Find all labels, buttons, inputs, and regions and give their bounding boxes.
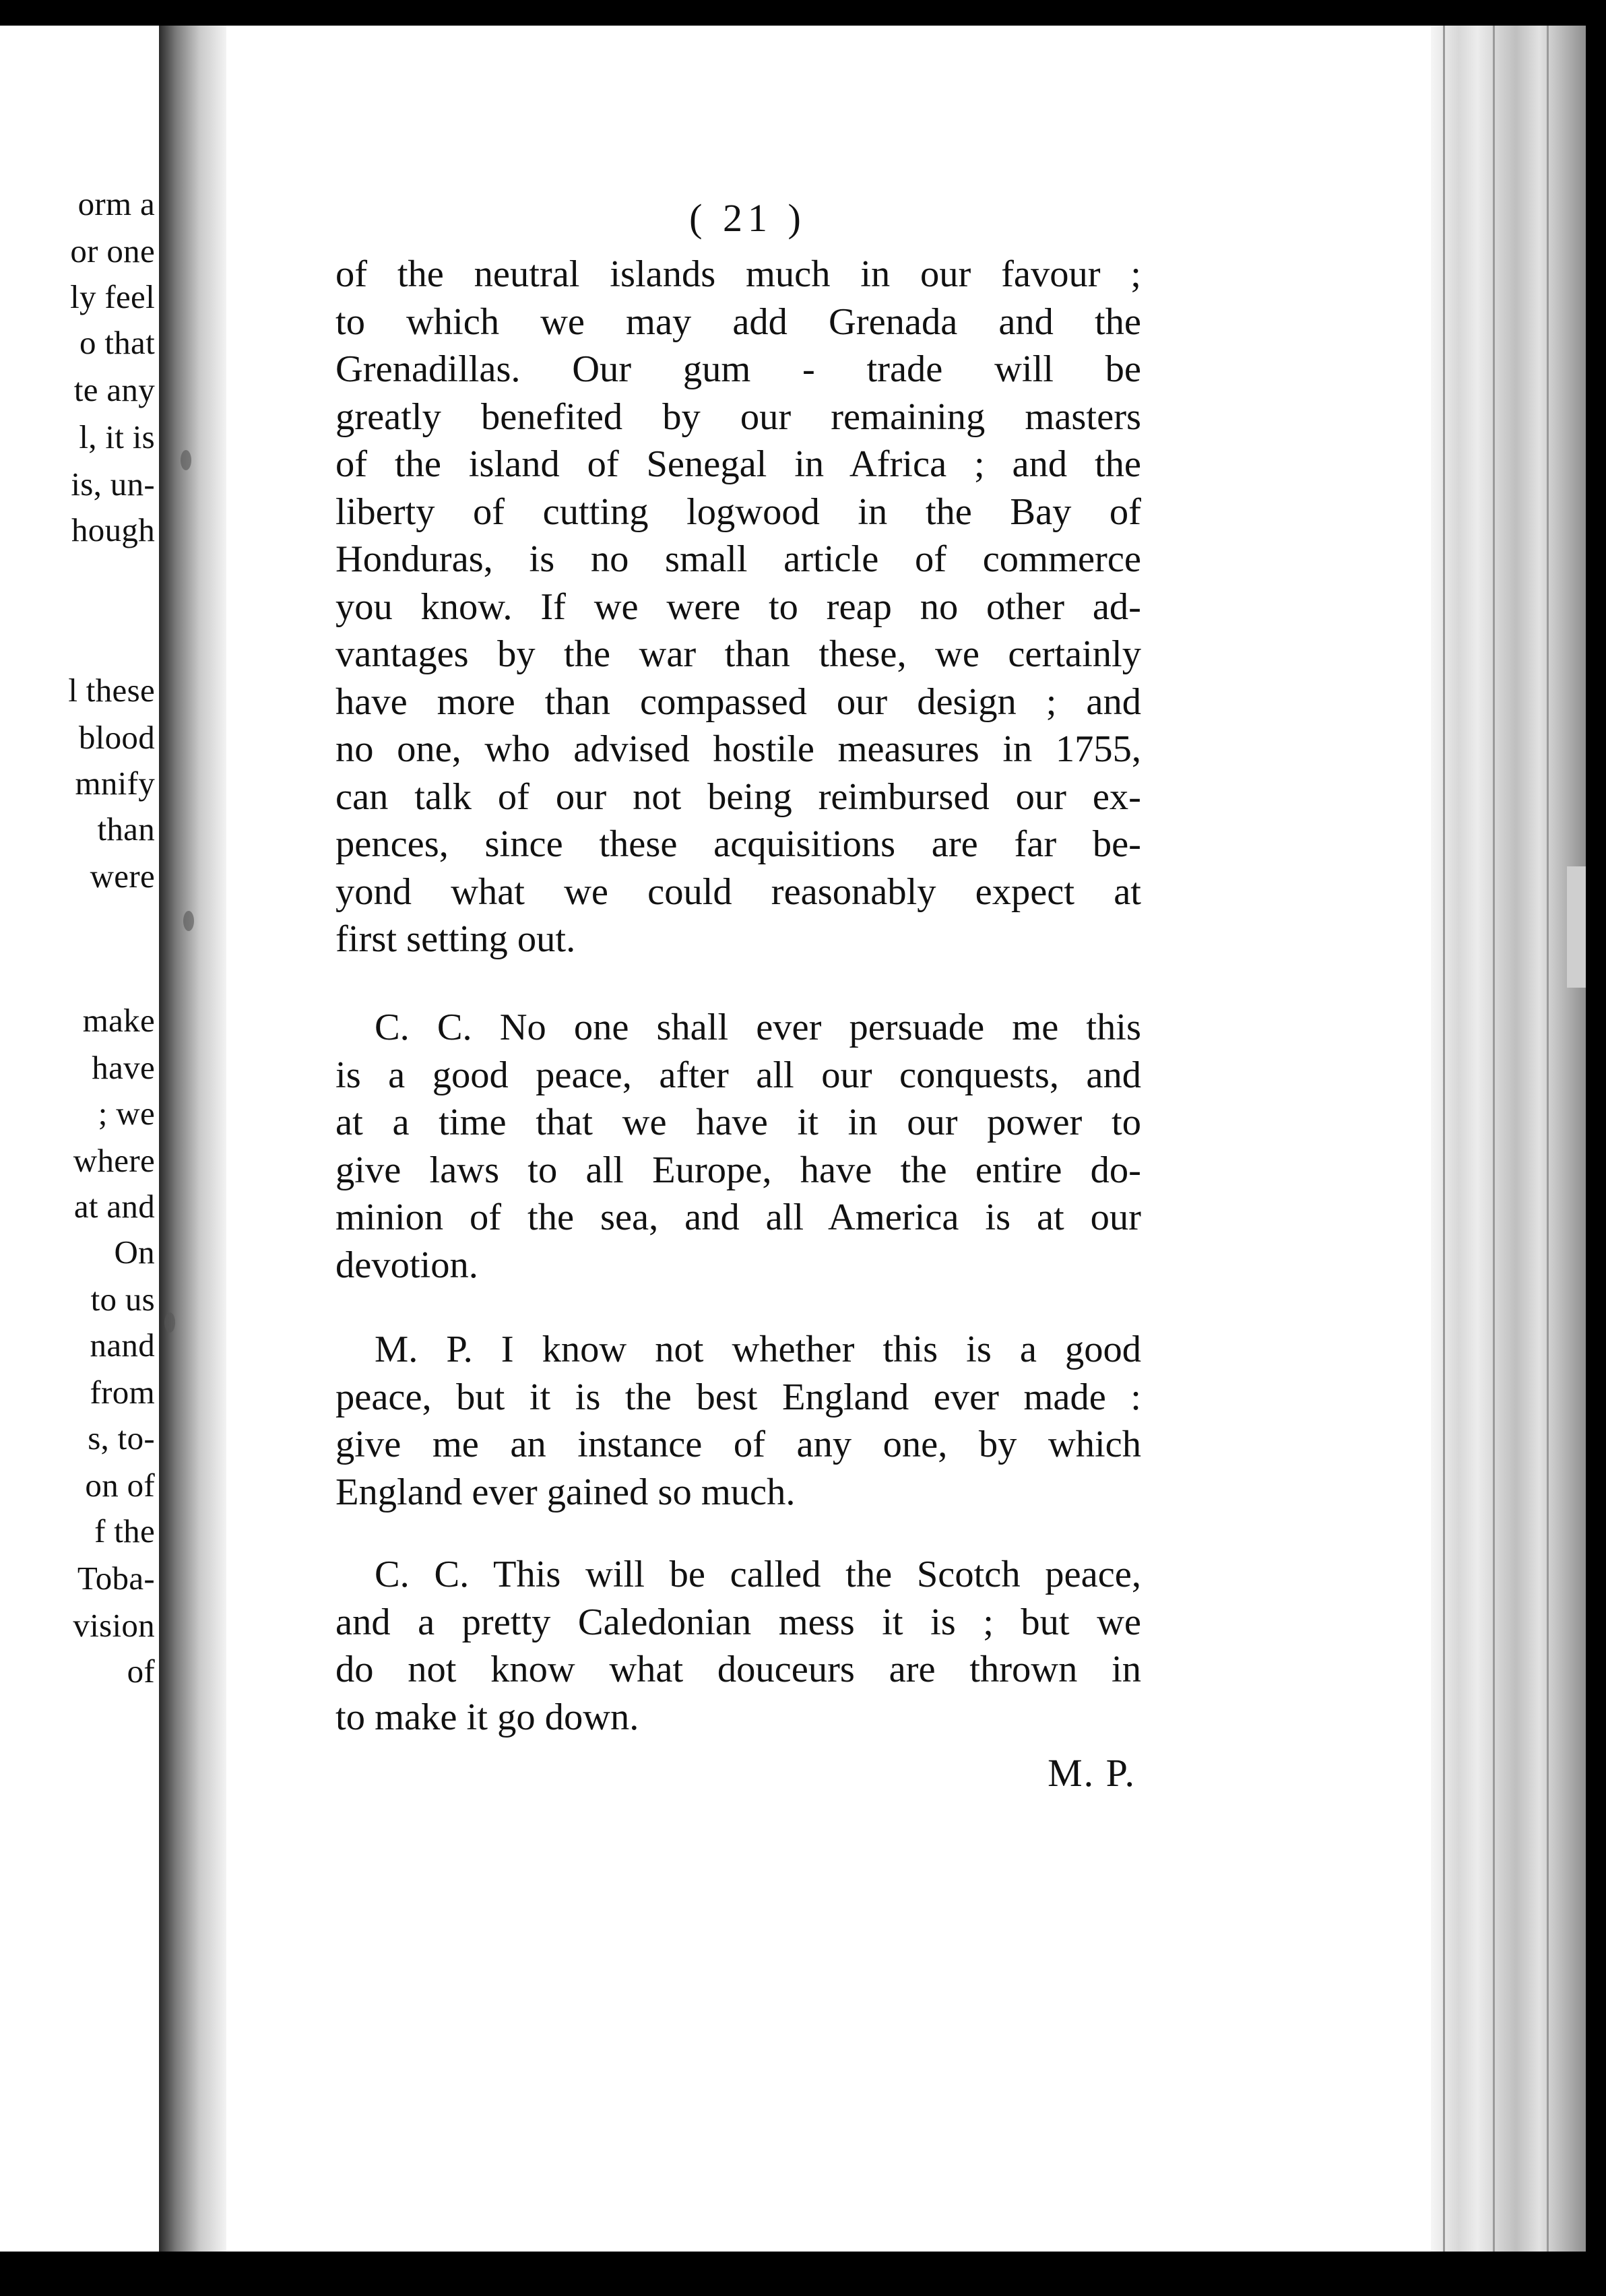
text-line: do not know what douceurs are thrown in [335,1649,1141,1690]
facing-page-line: l these [68,672,155,709]
text-line: of the island of Senegal in Africa ; and the [335,443,1141,485]
text-line: give laws to all Europe, have the entire do- [335,1149,1141,1191]
text-line: can talk of our not being reimbursed our ex- [335,775,1141,818]
facing-page-line: hough [71,511,155,548]
facing-page-line: to us [90,1281,155,1318]
frame-bottom [0,2252,1606,2296]
text-line: at a time that we have it in our power to [335,1102,1141,1143]
facing-page-line: vision [73,1607,155,1644]
text-line: Grenadillas. Our gum - trade will be [335,348,1141,390]
ink-smudge [164,1312,175,1333]
text-line: no one, who advised hostile measures in 1755, [335,728,1141,770]
facing-page-line: of [127,1653,155,1690]
page-edge-line [1443,26,1445,2252]
facing-page-line: s, to- [88,1420,155,1457]
facing-page-line: mnify [75,765,155,802]
facing-page-line: or one [70,232,155,269]
text-line: M. P. I know not whether this is a good [375,1329,1141,1370]
page-edge-line [1493,26,1495,2252]
page-edge-tab [1567,866,1586,988]
facing-page-line: were [90,858,155,895]
text-line: peace, but it is the best England ever made : [335,1376,1141,1418]
text-line: to make it go down. [335,1696,639,1738]
paragraph-2 [335,1004,1141,1289]
facing-page-line: than [97,810,155,848]
text-line: is a good peace, after all our conquests, and [335,1054,1141,1096]
ink-smudge [183,911,194,931]
facing-page-line: o that [79,324,155,361]
facing-page-line: orm a [77,185,155,222]
binding-shadow [159,26,226,2252]
text-line: yond what we could reasonably expect at [335,870,1141,913]
page-number: ( 21 ) [689,196,806,240]
facing-page-line: Toba- [77,1560,155,1597]
text-line: C. C. No one shall ever persuade me this [375,1007,1141,1048]
facing-page-line: have [92,1049,155,1086]
facing-page-line: On [114,1234,155,1271]
paragraph-1 [335,251,1141,963]
facing-page-line: is, un- [71,466,155,503]
facing-page-line: l, it is [79,418,155,455]
catchword: M. P. [1048,1751,1136,1795]
text-line: C. C. This will be called the Scotch peace, [375,1554,1141,1595]
facing-page-line: at and [73,1188,155,1225]
text-line: vantages by the war than these, we certainly [335,633,1141,675]
text-line: and a pretty Caledonian mess it is ; but we [335,1601,1141,1643]
facing-page-line: on of [85,1467,155,1504]
page-edge-line [1547,26,1549,2252]
facing-page-line: ly feel [70,278,155,315]
facing-page-line: te any [73,371,155,408]
left-facing-page [0,26,159,2252]
paragraph-3 [335,1326,1141,1516]
facing-page-line: make [82,1002,155,1039]
facing-page-line: where [73,1142,155,1179]
facing-page-line: nand [90,1327,155,1364]
facing-page-line: blood [78,719,155,756]
facing-page-line: ; we [98,1095,155,1132]
text-line: minion of the sea, and all America is at our [335,1197,1141,1238]
text-line: of the neutral islands much in our favour ; [335,253,1141,295]
text-line: you know. If we were to reap no other ad- [335,585,1141,628]
frame-top [0,0,1606,26]
text-line: give me an instance of any one, by which [335,1424,1141,1465]
facing-page-line: f the [94,1512,155,1550]
text-line: greatly benefited by our remaining masters [335,395,1141,438]
text-line: pences, since these acquisitions are far be- [335,823,1141,865]
text-line: liberty of cutting logwood in the Bay of [335,490,1141,533]
page-edge-stack [1431,26,1586,2252]
text-line: to which we may add Grenada and the [335,300,1141,343]
text-line: first setting out. [335,918,576,960]
text-line: have more than compassed our design ; and [335,680,1141,723]
text-line: devotion. [335,1244,478,1286]
paragraph-4 [335,1551,1141,1741]
text-line: England ever gained so much. [335,1471,796,1513]
facing-page-line: from [90,1374,155,1411]
frame-right [1586,0,1606,2296]
text-line: Honduras, is no small article of commerce [335,538,1141,580]
ink-smudge [181,450,191,470]
